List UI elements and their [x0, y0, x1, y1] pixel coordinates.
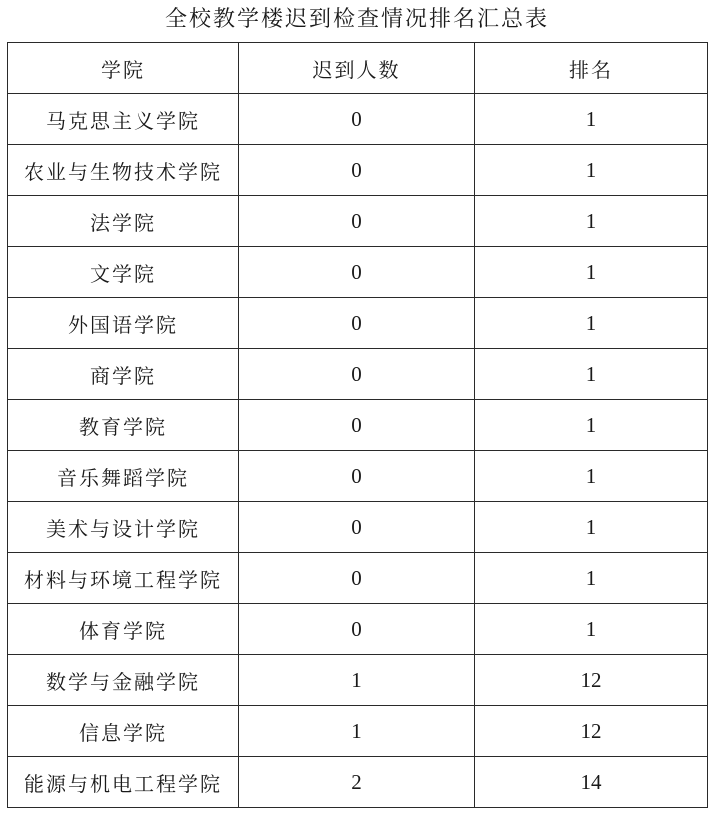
college-cell: 数学与金融学院 — [8, 655, 239, 706]
college-cell: 音乐舞蹈学院 — [8, 451, 239, 502]
college-cell: 农业与生物技术学院 — [8, 145, 239, 196]
college-cell: 商学院 — [8, 349, 239, 400]
late-count-cell: 0 — [239, 247, 475, 298]
late-count-cell: 0 — [239, 400, 475, 451]
table-row — [8, 94, 708, 145]
late-count-cell: 0 — [239, 349, 475, 400]
rank-cell: 1 — [475, 298, 708, 349]
table-row — [8, 706, 708, 757]
college-cell: 能源与机电工程学院 — [8, 757, 239, 808]
table-row — [8, 247, 708, 298]
late-count-cell: 0 — [239, 196, 475, 247]
rank-cell: 1 — [475, 145, 708, 196]
late-count-cell: 0 — [239, 604, 475, 655]
rank-cell: 1 — [475, 196, 708, 247]
rank-cell: 1 — [475, 349, 708, 400]
college-cell: 法学院 — [8, 196, 239, 247]
late-count-cell: 0 — [239, 145, 475, 196]
late-count-cell: 0 — [239, 553, 475, 604]
rank-cell: 1 — [475, 451, 708, 502]
column-header-rank: 排名 — [475, 43, 708, 94]
table-row — [8, 553, 708, 604]
table-header — [8, 43, 708, 94]
rank-cell: 1 — [475, 502, 708, 553]
rank-cell: 1 — [475, 247, 708, 298]
header-row — [8, 43, 708, 94]
table-row — [8, 451, 708, 502]
college-cell: 文学院 — [8, 247, 239, 298]
college-cell: 信息学院 — [8, 706, 239, 757]
table-row — [8, 349, 708, 400]
late-count-cell: 0 — [239, 298, 475, 349]
table-row — [8, 604, 708, 655]
rank-cell: 1 — [475, 604, 708, 655]
table-row — [8, 400, 708, 451]
college-cell: 美术与设计学院 — [8, 502, 239, 553]
late-count-cell: 0 — [239, 451, 475, 502]
table-row — [8, 298, 708, 349]
table-row — [8, 196, 708, 247]
rank-cell: 12 — [475, 706, 708, 757]
late-count-cell: 0 — [239, 94, 475, 145]
rank-cell: 14 — [475, 757, 708, 808]
table-row — [8, 145, 708, 196]
late-count-cell: 0 — [239, 502, 475, 553]
rank-cell: 1 — [475, 553, 708, 604]
rank-cell: 1 — [475, 94, 708, 145]
college-cell: 体育学院 — [8, 604, 239, 655]
college-cell: 材料与环境工程学院 — [8, 553, 239, 604]
table-row — [8, 502, 708, 553]
ranking-table — [7, 42, 708, 808]
college-cell: 马克思主义学院 — [8, 94, 239, 145]
college-cell: 教育学院 — [8, 400, 239, 451]
late-count-cell: 1 — [239, 655, 475, 706]
document-title: 全校教学楼迟到检查情况排名汇总表 — [164, 7, 549, 32]
table-row — [8, 757, 708, 808]
column-header-late-count: 迟到人数 — [239, 43, 475, 94]
rank-cell: 12 — [475, 655, 708, 706]
late-count-cell: 2 — [239, 757, 475, 808]
rank-cell: 1 — [475, 400, 708, 451]
column-header-college: 学院 — [8, 43, 239, 94]
table-row — [8, 655, 708, 706]
college-cell: 外国语学院 — [8, 298, 239, 349]
table-body — [8, 94, 708, 808]
late-count-cell: 1 — [239, 706, 475, 757]
